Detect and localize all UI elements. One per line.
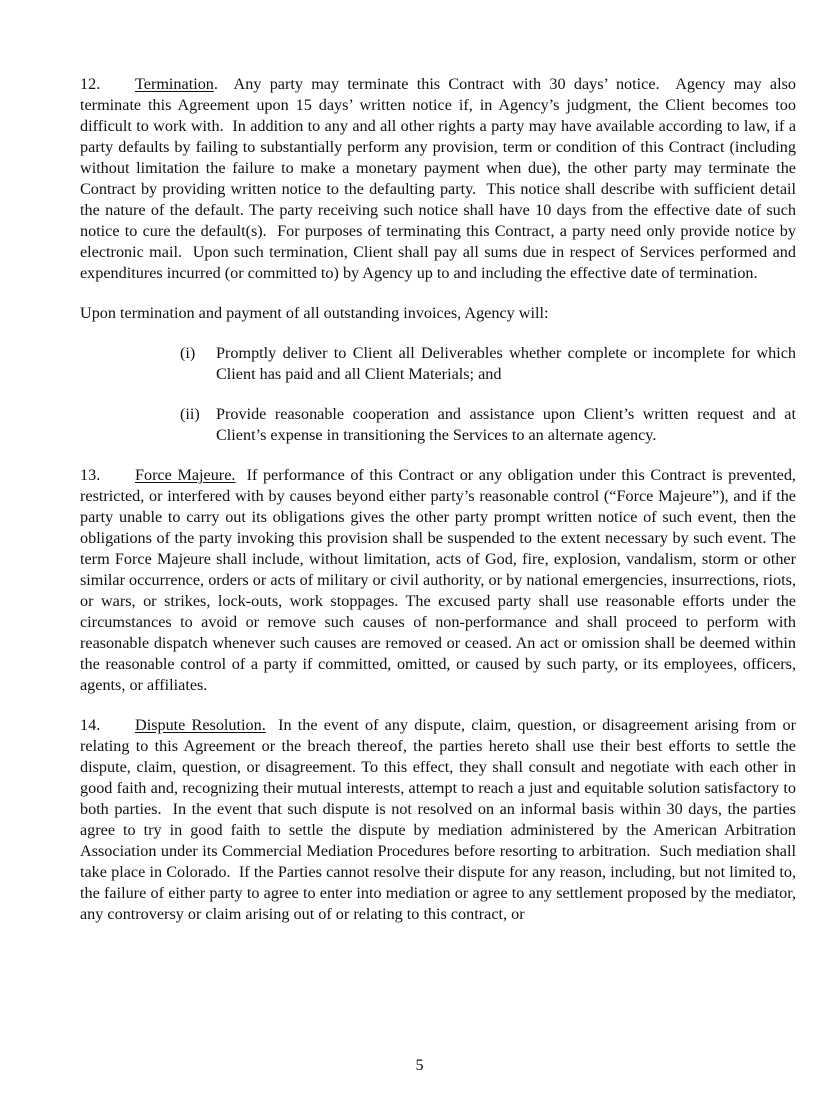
section-12-termination	[80, 74, 801, 284]
section-heading-punct: .	[213, 75, 218, 93]
termination-intro: Upon termination and payment of all outstanding invoices, Agency will:	[80, 304, 549, 322]
list-marker: (i)	[180, 344, 196, 362]
section-number: 12.	[80, 75, 101, 93]
section-body: In the event of any dispute, claim, question, or disagreement arising from or relating to this Agreement or the breach thereof, the parties hereto shall use their best efforts to settle the dispute, claim, question, or disagreement. To this effect, they shall consult and negotiate with each other in good faith and, recognizing their mutual interests, attempt to reach a just and equitable solution satisfactory to both parties. In the event that such dispute is not resolved on an informal basis within 30 days, the parties agree to try in good faith to settle the dispute by mediation administered by the American Arbitration Association under its Commercial Mediation Procedures before resorting to arbitration. Such mediation shall take place in Colorado. If the Parties cannot resolve their dispute for any reason, including, but not limited to, the failure of either party to agree to enter into mediation or agree to any settlement proposed by the mediator, any controversy or claim arising out of or relating to this contract, or	[80, 716, 801, 923]
section-heading: Termination	[135, 75, 214, 93]
list-item-text: Promptly deliver to Client all Deliverables whether complete or incomplete for which Client has paid and all Client Materials; and	[216, 344, 796, 383]
section-body: If performance of this Contract or any obligation under this Contract is prevented, restricted, or interfered with by causes beyond either party’s reasonable control (“Force Majeure”), and if the party unable to carry out its obligations gives the other party prompt written notice of such event, then the obligations of the party invoking this provision shall be suspended to the extent necessary by such event. The term Force Majeure shall include, without limitation, acts of God, fire, explosion, vandalism, storm or other similar occurrence, orders or acts of military or civil authority, or by national emergencies, insurrections, riots, or wars, or strikes, lock-outs, work stoppages. The excused party shall use reasonable efforts under the circumstances to avoid or remove such causes of non-performance and shall proceed to perform with reasonable dispatch whenever such causes are removed or ceased. An act or omission shall be deemed within the reasonable control of a party if committed, omitted, or caused by such party, or its employees, officers, agents, or affiliates.	[80, 466, 801, 694]
section-number: 14.	[80, 716, 101, 734]
section-heading: Force Majeure.	[135, 466, 236, 484]
list-item-text: Provide reasonable cooperation and assistance upon Client’s written request and at Client’s expense in transitioning the Services to an alternate agency.	[216, 405, 796, 444]
section-heading: Dispute Resolution.	[135, 716, 266, 734]
section-number: 13.	[80, 466, 101, 484]
list-marker: (ii)	[180, 405, 200, 423]
section-13-force-majeure	[80, 465, 801, 696]
section-14-dispute-resolution	[80, 715, 801, 925]
list-item	[80, 404, 796, 446]
section-body: Any party may terminate this Contract with 30 days’ notice. Agency may also terminate this Agreement upon 15 days’ written notice if, in Agency’s judgment, the Client becomes too difficult to work with. In addition to any and all other rights a party may have available according to law, if a party defaults by failing to substantially perform any provision, term or condition of this Contract (including without limitation the failure to make a monetary payment when due), the other party may terminate the Contract by providing written notice to the defaulting party. This notice shall describe with sufficient detail the nature of the default. The party receiving such notice shall have 10 days from the effective date of such notice to cure the default(s). For purposes of terminating this Contract, a party need only provide notice by electronic mail. Upon such termination, Client shall pay all sums due in respect of Services performed and expenditures incurred (or committed to) by Agency up to and including the effective date of termination.	[80, 75, 801, 282]
page-number: 5	[415, 1056, 424, 1074]
document-page	[80, 74, 801, 944]
list-item	[80, 343, 796, 385]
termination-obligations-list	[80, 343, 796, 446]
